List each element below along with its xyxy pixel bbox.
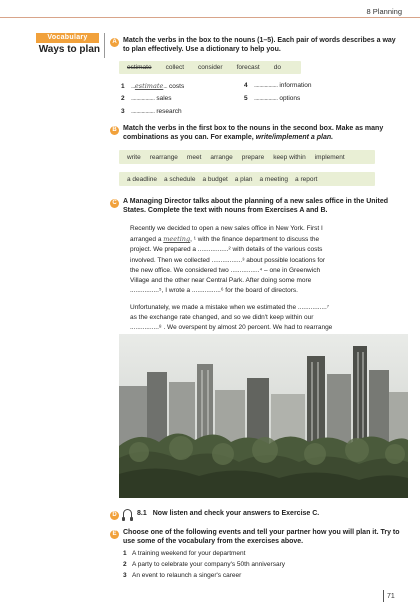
exercise-e-instruction: Choose one of the following events and tell your partner how you will plan it. Try to use some of the vocabulary from the exercises above. <box>123 529 400 545</box>
exercise-c-paragraph-2: Unfortunately, we made a mistake when we estimated the ................⁷ as the exchange rate changed, and so we didn't keep within our ................⁸ . We overspent by almost 20 percent. We had to rearrange <box>130 304 333 332</box>
answer-field[interactable]: .................. <box>131 95 155 102</box>
exercise-a-badge: A <box>110 38 119 47</box>
word-box-item: collect <box>165 64 185 71</box>
exercise-d-row <box>123 509 319 518</box>
noun-item: a plan <box>234 175 253 183</box>
verb-item: prepare <box>241 153 265 161</box>
verb-item: keep within <box>273 153 306 161</box>
verb-item: meet <box>186 153 202 161</box>
noun-item: a schedule <box>164 175 196 183</box>
noun-item: a meeting <box>259 175 289 183</box>
answer-field[interactable]: estimate <box>134 82 164 90</box>
skyline-illustration <box>119 334 408 498</box>
exercise-a-word-box <box>119 61 301 74</box>
noun-item: a report <box>295 175 318 183</box>
answer-field[interactable]: .................. <box>254 82 278 89</box>
noun-item: a budget <box>202 175 228 183</box>
list-item: 2 A party to celebrate your company's 50th anniversary <box>123 561 285 568</box>
answer-field[interactable]: .................. <box>131 108 155 115</box>
answer-field[interactable]: .................. <box>254 95 278 102</box>
exercise-c-instruction: A Managing Director talks about the planning of a new sales office in the United States. Complete the text with nouns from Exercises A and B. <box>123 198 388 214</box>
section-title: Ways to plan <box>38 44 100 55</box>
exercise-b-badge: B <box>110 126 119 135</box>
unit-title: 8 Planning <box>366 7 402 16</box>
verb-item: write <box>127 153 141 161</box>
exercise-b-noun-box <box>119 172 375 186</box>
exercise-d-badge: D <box>110 511 119 520</box>
page-number: 71 <box>387 593 395 600</box>
word-box-item: forecast <box>236 64 260 71</box>
word-box-item: do <box>273 64 281 71</box>
list-item: 1 A training weekend for your department <box>123 550 246 557</box>
match-item-2: 2 .................. sales <box>121 95 172 102</box>
exercise-c-badge: C <box>110 199 119 208</box>
match-item-3: 3 .................. research <box>121 108 182 115</box>
exercise-a-instruction: Match the verbs in the box to the nouns (1–5). Each pair of words describes a way to plan effectively. Use a dictionary to help you. <box>123 37 396 53</box>
verb-item: rearrange <box>149 153 178 161</box>
verb-item: arrange <box>210 153 233 161</box>
track-number: 8.1 <box>137 510 147 517</box>
header-rule <box>0 17 420 18</box>
headphones-icon[interactable] <box>123 509 132 518</box>
new-york-skyline-photo <box>119 334 408 498</box>
answer-field[interactable]: meeting <box>163 235 191 244</box>
match-item-4: 4 .................. information <box>244 82 312 89</box>
page-number-rule <box>383 590 384 602</box>
verb-item: implement <box>314 153 345 161</box>
word-box-item: consider <box>198 64 223 71</box>
exercise-e-badge: E <box>110 530 119 539</box>
exercise-b-instruction: Match the verbs in the first box to the nouns in the second box. Make as many combinations as you can. For example, write/implement a plan. <box>123 125 384 141</box>
exercise-b-verb-box <box>119 150 375 164</box>
list-item: 3 An event to relaunch a singer's career <box>123 572 242 579</box>
exercise-c-paragraph-1: Recently we decided to open a new sales office in New York. First I arranged a meeting, ¹ with the finance department to discuss the project. We prepared a .................² with details of the various costs involved. Then we collected .................³ about possible locations for the new office. We considered two ................⁴ – one in Greenwich Village and the other near Central Park. After doing some more ................⁵, I wrote a ................⁶ for the board of directors. <box>130 225 325 295</box>
exercise-d-instruction: Now listen and check your answers to Exercise C. <box>152 510 320 517</box>
match-item-1: 1 ...estimate... costs <box>121 82 185 90</box>
word-box-item: estimate <box>127 64 152 71</box>
section-divider <box>104 33 105 58</box>
section-tag: Vocabulary <box>36 33 99 43</box>
noun-item: a deadline <box>127 175 157 183</box>
match-item-5: 5 .................. options <box>244 95 301 102</box>
